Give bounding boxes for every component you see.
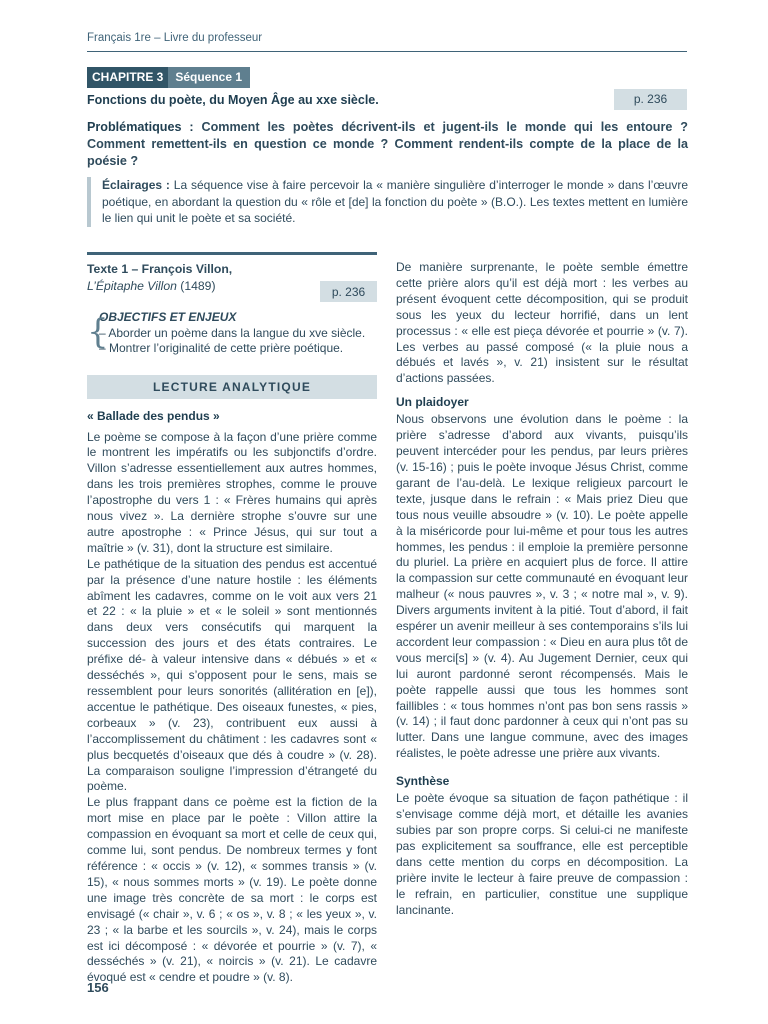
paragraph: Le poète évoque sa situation de façon pathétique : il s’envisage comme déjà mort, et détaille les avanies subies par son propre corps. Si celui-ci ne manifeste pas explicitement sa souffrance, elle est perceptible dans cette mention du corps en décomposition. La prière invite le lecteur à faire preuve de compassion : le refrain, en particulier, constitue une supplique lancinante. [396,791,688,917]
plaidoyer-heading: Un plaidoyer [396,395,469,410]
eclairages-text: La séquence vise à faire percevoir la « manière singulière d’interroger le monde » dans l’œuvre poétique, en abordant la question du « rôle et [de] la fonction du poète » (B.O.). Les textes mettent en lumière le lien qui unit le poète et sa société. [102,178,688,225]
ballade-heading: « Ballade des pendus » [87,408,220,423]
paragraph: Nous observons une évolution dans le poème : la prière s’adresse d’abord aux vivants, puisqu’ils peuvent intercéder pour les pendus, par leurs prières (v. 15-16) ; puis le poète invoque Jésus Christ, comme garant de l’au-delà. Le lexique religieux parcourt le texte, jusque dans le refrain : « Mais priez Dieu que tous nous veuille absoudre » (v. 10). Le poète appelle à la miséricorde pour lui-même et pour tous les autres hommes, les pendus : il emploie la première personne du pluriel. La prière en acquiert plus de force. Il attire la compassion sur cette communauté en évoquant leur malheur (« nous pauvres », v. 3 ; « notre mal », v. 9). Divers arguments invitent à la pitié. Tout d’abord, il fait espérer un avenir meilleur à ses contemporains s’ils lui accordent leur compassion : « Dieu en aura plus tôt de vous merci[s] » (v. 4). Au Jugement Dernier, ceux qui lui auront pardonné seront récompensés. Mais le poète rappelle aussi que tous les hommes sont faillibles : « tous hommes n’ont pas bon sens rassis » (v. 14) ; il faut donc pardonner à ceux qui n’ont pas su lutter. Dans une langue commune, avec des images réalistes, le poète adresse une prière aux vivants. [396,412,688,761]
eclairages [87,177,688,227]
objectif-item: – Aborder un poème dans la langue du xve siècle. [99,325,366,340]
sequence-label: Séquence 1 [168,67,250,88]
paragraph: De manière surprenante, le poète semble émettre cette prière alors qu’il est déjà mort : les verbes au présent évoquent cette décomposition, qui se produit sous les yeux du lecteur horrifié, dans un lent processus : « elle est pieça dévorée et pourrie » (v. 7). Les verbes au passé composé (« la pluie nous a débués et lavés », v. 21) insistent sur le résultat d’actions passées. [396,260,688,386]
text-page-reference: p. 236 [320,281,377,302]
problematiques-text: Comment les poètes décrivent-ils et jugent-ils le monde qui les entoure ? Comment remettent-ils en question ce monde ? Comment rendent-ils compte de la place de la poésie ? [87,120,688,168]
chapter-tag [87,67,250,88]
problematiques [87,119,688,170]
synthese-heading: Synthèse [396,774,450,789]
right-column [396,260,688,918]
left-column [87,252,377,986]
chapter-label: CHAPITRE 3 [87,67,168,88]
lecture-analytique-band: LECTURE ANALYTIQUE [87,375,377,399]
sequence-title: Fonctions du poète, du Moyen Âge au xxe siècle. [87,93,379,107]
paragraph: Le plus frappant dans ce poème est la fiction de la mort mise en place par le poète : Villon attire la compassion en évoquant sa mort et celle de ceux qui, comme lui, sont pendus. De nombreux termes y font référence : « occis » (v. 12), « sommes transis » (v. 15), « nous sommes morts » (v. 19). Le poète donne une image très concrète de sa mort : le corps est envisagé (« chair », v. 6 ; « os », v. 8 ; « les yeux », v. 23 ; « la barbe et les sourcils », v. 24), mais le corps est ici décomposé : « dévorée et pourrie » (v. 7), « desséchés » (v. 21), « noircis » (v. 21). Le cadavre évoqué est « cendre et poudre » (v. 8). [87,795,377,985]
header-rule [87,51,687,52]
text-work: L’Épitaphe Villon [87,278,177,293]
objectifs-list [99,326,377,357]
text-heading [87,261,377,299]
objectifs-heading: OBJECTIFS ET ENJEUX [99,310,237,324]
running-header: Français 1re – Livre du professeur [87,32,263,44]
page-reference: p. 236 [614,89,687,110]
paragraph: Le poème se compose à la façon d’une prière comme le montrent les impératifs ou les subjonctifs d’ordre. Villon s’adresse essentiellement aux autres hommes, dans les trois premières strophes, comme le prouve l’apostrophe du vers 1 : « Frères humains qui après nous vivez ». La dernière strophe s’ouvre sur une autre apostrophe : « Prince Jésus, qui sur tout a maîtrie » (v. 31), dont la structure est similaire. [87,429,377,555]
text-title: Texte 1 – François Villon, [87,262,233,276]
text-year: (1489) [176,278,216,293]
objectif-item: – Montrer l’originalité de cette prière poétique. [99,341,344,355]
objectifs-block [87,310,377,357]
problematiques-label: Problématiques : [87,120,194,134]
column-rule [87,252,377,255]
brace-icon: { [87,312,109,352]
page-number: 156 [87,980,109,995]
paragraph: Le pathétique de la situation des pendus est accentué par la présence d’une nature hostile : les éléments abîment les cadavres, comme on le voit aux vers 21 et 22 : « la pluie » et « le soleil » sont mentionnés dans deux vers consécutifs qui marquent la succession des jours et des états contraires. Le préfixe dé- à valeur intensive dans « débués » et « desséchés », qui s’opposent pour le sens, mais se ressemblent pour leurs sonorités (allitération en [e]), accentue le pathétique. Des oiseaux funestes, « pies, corbeaux » (v. 23), contribuent eux aussi à l’accomplissement du châtiment : les cadavres sont « plus becquetés d’oiseaux que dés à coudre » (v. 28). La comparaison souligne l’impression d’étrangeté du poème. [87,556,377,794]
eclairages-label: Éclairages : [102,178,170,192]
